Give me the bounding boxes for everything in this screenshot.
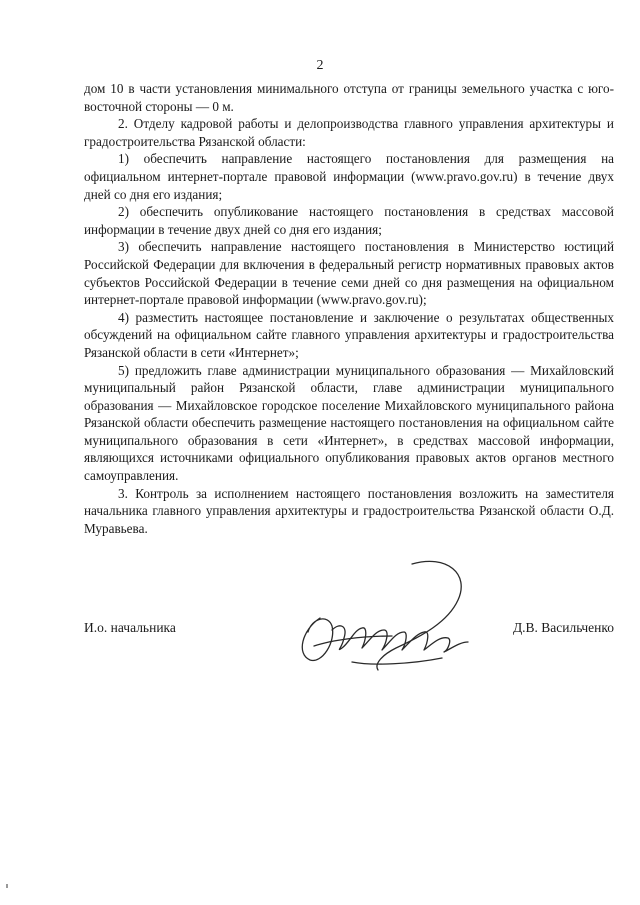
signatory-name: Д.В. Васильченко [512,620,614,635]
paragraph-subitem-3: 3) обеспечить направление настоящего постановления в Министерство юстиций Российской Федерации для включения в федеральный регистр нормативных правовых актов субъектов Российской Федерации в течение семи дней со дня размещения на официальном интернет-портале правовой информации (www.pravo.gov.ru); [84,239,614,308]
paragraph-item-3: 3. Контроль за исполнением настоящего постановления возложить на заместителя начальника главного управления архитектуры и градостроительства Рязанской области О.Д. Муравьева. [84,485,614,536]
page-number: 2 [316,58,324,73]
document-body [84,80,614,537]
handwritten-signature [292,556,482,676]
paragraph-subitem-5: 5) предложить главе администрации муниципального образования — Михайловский муниципальный район Рязанской области, главе администрации муниципального образования — Михайловское городское поселение Михайловского муниципального района Рязанской области обеспечить размещение настоящего постановления на официальном сайте муниципального образования в сети «Интернет», в средствах массовой информации, являющихся источниками официального опубликования правовых актов органов местного самоуправления. [84,362,614,484]
paragraph-item-2: 2. Отделу кадровой работы и делопроизводства главного управления архитектуры и градостроительства Рязанской области: [84,116,614,149]
scan-edge-mark [6,884,8,888]
paragraph-subitem-1: 1) обеспечить направление настоящего постановления для размещения на официальном интернет-портале правовой информации (www.pravo.gov.ru) в течение двух дней со дня его издания; [84,151,614,202]
paragraph-subitem-2: 2) обеспечить опубликование настоящего постановления в средствах массовой информации в течение двух дней со дня его издания; [84,204,614,237]
signature-position-title: И.о. начальника [84,620,176,635]
paragraph-continuation: дом 10 в части установления минимального отступа от границы земельного участка с юго-восточной стороны — 0 м. [84,81,614,114]
paragraph-subitem-4: 4) разместить настоящее постановление и заключение о результатах общественных обсуждений на официальном сайте главного управления архитектуры и градостроительства Рязанской области в сети «Интернет»; [84,309,614,360]
